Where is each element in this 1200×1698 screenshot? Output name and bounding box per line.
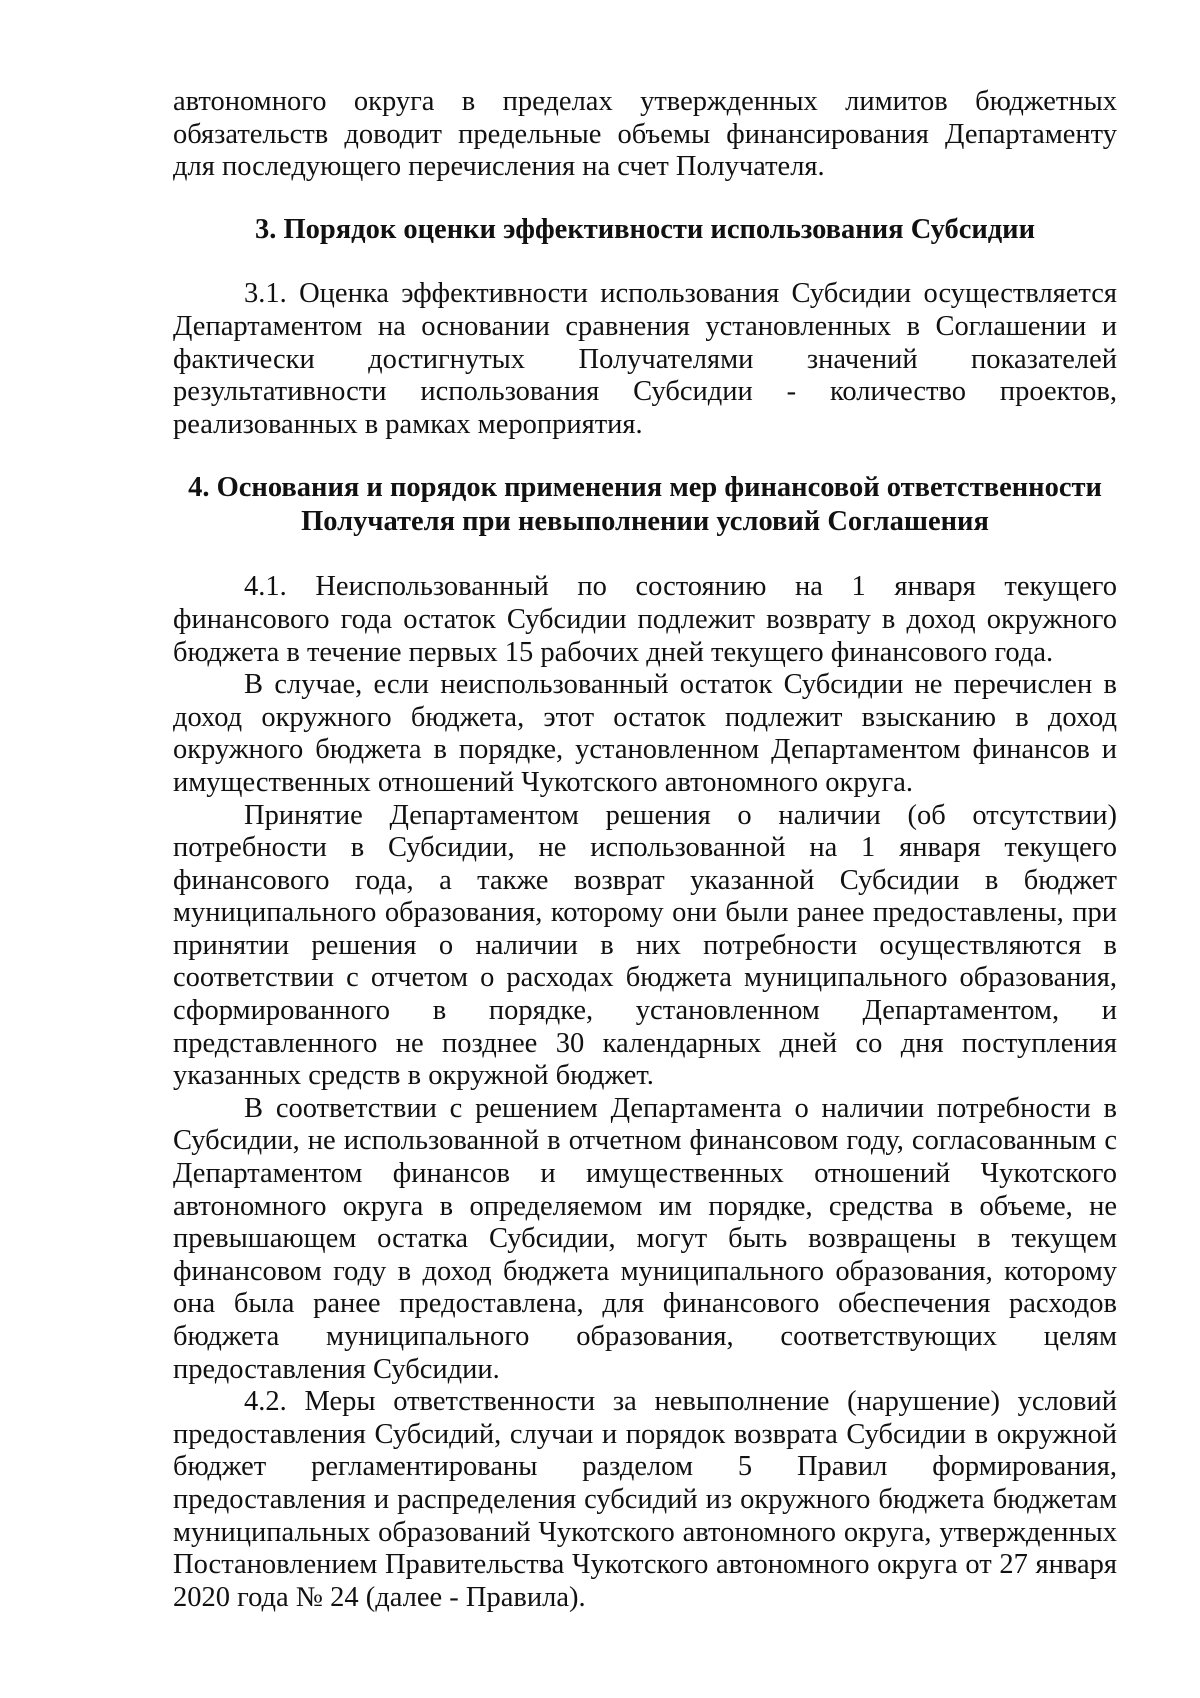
section-4-heading-line-2: Получателя при невыполнении условий Соглашения: [301, 506, 989, 538]
section-4-paragraph-4: В соответствии с решением Департамента о наличии потребности в Субсидии, не использованной в отчетном финансовом году, согласованным с Департаментом финансов и имущественных отношений Чукотского автономного округа в определяемом им порядке, средства в объеме, не превышающем остатка Субсидии, могут быть возвращены в текущем финансовом году в доход бюджета муниципального образования, которому она была ранее предоставлена, для финансового обеспечения расходов бюджета муниципального образования, соответствующих целям предоставления Субсидии.: [173, 1092, 1117, 1385]
section-4-paragraph-3: Принятие Департаментом решения о наличии (об отсутствии) потребности в Субсидии, не использованной на 1 января текущего финансового года, а также возврат указанной Субсидии в бюджет муниципального образования, которому они были ранее предоставлены, при принятии решения о наличии в них потребности осуществляются в соответствии с отчетом о расходах бюджета муниципального образования, сформированного в порядке, установленном Департаментом, и представленного не позднее 30 календарных дней со дня поступления указанных средств в окружной бюджет.: [173, 799, 1117, 1092]
intro-paragraph: автономного округа в пределах утвержденных лимитов бюджетных обязательств доводит предельные объемы финансирования Департаменту для последующего перечисления на счет Получателя.: [173, 86, 1117, 183]
section-3-paragraph-1: 3.1. Оценка эффективности использования Субсидии осуществляется Департаментом на основании сравнения установленных в Соглашении и фактически достигнутых Получателями значений показателей результативности использования Субсидии - количество проектов, реализованных в рамках мероприятия.: [173, 278, 1117, 440]
section-4-paragraph-2: В случае, если неиспользованный остаток Субсидии не перечислен в доход окружного бюджета, этот остаток подлежит взысканию в доход окружного бюджета в порядке, установленном Департаментом финансов и имущественных отношений Чукотского автономного округа.: [173, 669, 1117, 798]
section-4-heading-line-1: 4. Основания и порядок применения мер финансовой ответственности: [188, 472, 1102, 504]
section-4-paragraph-5: 4.2. Меры ответственности за невыполнение (нарушение) условий предоставления Субсидий, случаи и порядок возврата Субсидии в окружной бюджет регламентированы разделом 5 Правил формирования, предоставления и распределения субсидий из окружного бюджета бюджетам муниципальных образований Чукотского автономного округа, утвержденных Постановлением Правительства Чукотского автономного округа от 27 января 2020 года № 24 (далее - Правила).: [173, 1386, 1117, 1613]
section-4-heading: [173, 471, 1117, 539]
section-3-heading: 3. Порядок оценки эффективности использования Субсидии: [254, 213, 1036, 245]
section-4-paragraph-1: 4.1. Неиспользованный по состоянию на 1 января текущего финансового года остаток Субсидии подлежит возврату в доход окружного бюджета в течение первых 15 рабочих дней текущего финансового года.: [173, 571, 1117, 668]
document-page: [173, 86, 1117, 1614]
